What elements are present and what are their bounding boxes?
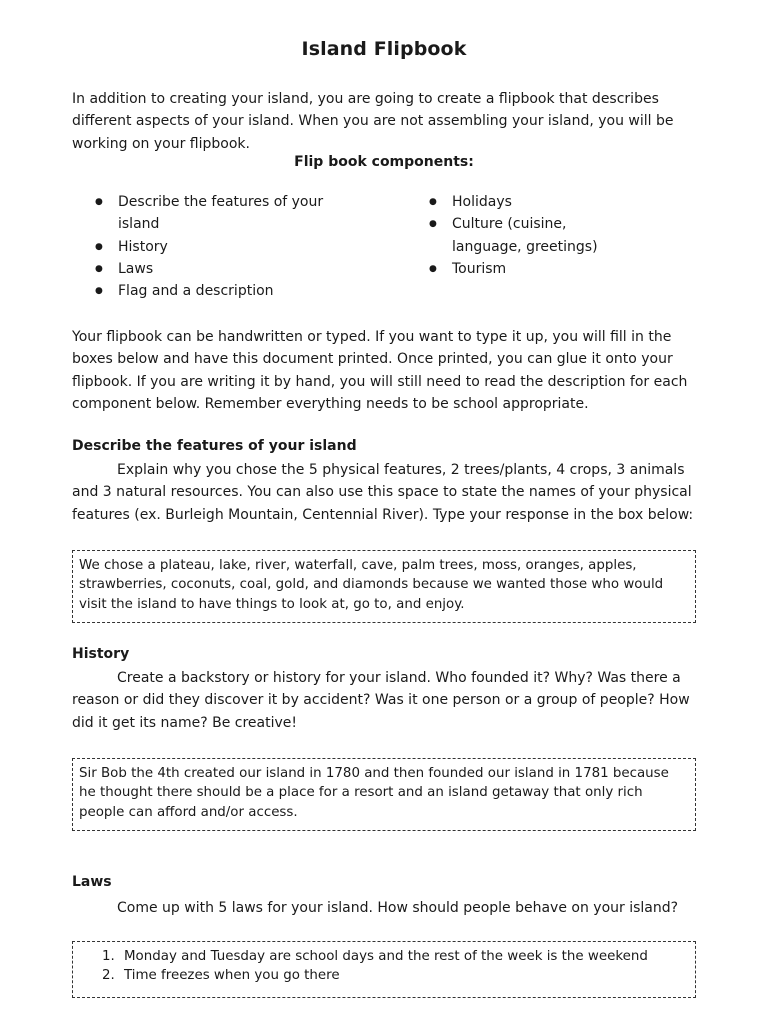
list-item: ● Describe the features of your island <box>73 191 333 236</box>
list-item: ● Flag and a description <box>73 280 333 302</box>
list-item: ● Holidays <box>407 191 637 213</box>
components-list-left <box>73 191 333 302</box>
features-heading: Describe the features of your island <box>72 438 357 454</box>
features-answer-box[interactable]: We chose a plateau, lake, river, waterfall, cave, palm trees, moss, oranges, apples, strawberries, coconuts, coal, gold, and diamonds because we wanted those who would visit the island to have things to look at, go to, and enjoy. <box>72 550 696 623</box>
intro-paragraph: In addition to creating your island, you are going to create a flipbook that describes different aspects of your island. When you are not assembling your island, you will be working on your flipbook. <box>72 91 674 152</box>
list-item: ● History <box>73 236 333 258</box>
list-item: ● Culture (cuisine, language, greetings) <box>407 213 637 258</box>
laws-answer-box[interactable] <box>72 941 696 998</box>
laws-prompt: Come up with 5 laws for your island. How should people behave on your island? <box>117 900 679 916</box>
history-answer-box[interactable]: Sir Bob the 4th created our island in 1780 and then founded our island in 1781 because he thought there should be a place for a resort and an island getaway that only rich people can afford and/or access. <box>72 758 696 831</box>
components-list-right <box>407 191 637 280</box>
laws-heading: Laws <box>72 874 112 890</box>
list-text: Time freezes when you go there <box>124 968 340 984</box>
features-prompt: Explain why you chose the 5 physical features, 2 trees/plants, 4 crops, 3 animals and 3 natural resources. You can also use this space to state the names of your physical features (ex. Burleigh Mountain, Centennial River). Type your response in the box below: <box>72 462 694 523</box>
list-number: 2. <box>102 968 115 984</box>
components-heading: Flip book components: <box>294 154 474 170</box>
list-item <box>102 966 689 985</box>
history-prompt: Create a backstory or history for your island. Who founded it? Why? Was there a reason or did they discover it by accident? Was it one person or a group of people? How did it get its name? Be creative! <box>72 670 690 731</box>
typed-note-paragraph: Your flipbook can be handwritten or typed. If you want to type it up, you will fill in the boxes below and have this document printed. Once printed, you can glue it onto your flipbook. If you are writing it by hand, you will still need to read the description for each component below. Remember everything needs to be school appropriate. <box>72 329 688 412</box>
list-text: Monday and Tuesday are school days and the rest of the week is the weekend <box>124 949 648 964</box>
list-number: 1. <box>102 949 115 964</box>
list-item: ● Tourism <box>407 258 637 280</box>
list-item: ● Laws <box>73 258 333 280</box>
laws-list <box>79 947 689 986</box>
page-title: Island Flipbook <box>301 38 467 60</box>
list-item <box>102 947 689 966</box>
history-heading: History <box>72 646 130 662</box>
